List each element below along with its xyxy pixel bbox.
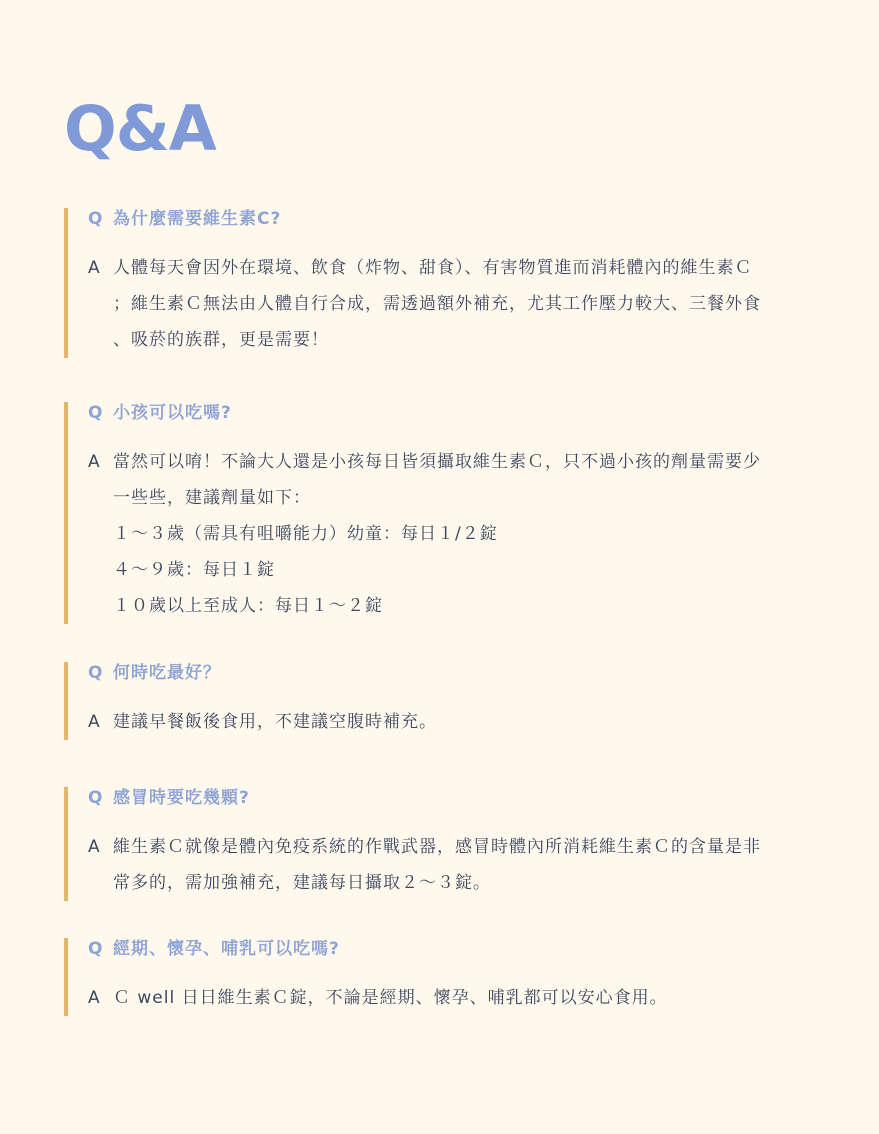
answer-line: １～３歲（需具有咀嚼能力）幼童：每日１/２錠 xyxy=(113,524,498,544)
question-row xyxy=(68,787,808,809)
answer-marker: A xyxy=(88,988,100,1008)
answer-row xyxy=(68,829,808,901)
answer-text xyxy=(113,444,808,624)
question-marker: Q xyxy=(88,663,103,683)
question-marker: Q xyxy=(88,788,103,808)
answer-marker: A xyxy=(88,712,100,732)
question-text: 經期、懷孕、哺乳可以吃嗎? xyxy=(113,939,340,959)
question-text: 感冒時要吃幾顆? xyxy=(113,788,250,808)
answer-row xyxy=(68,704,808,740)
answer-row xyxy=(68,250,808,358)
answer-line: Ｃ well 日日維生素Ｃ錠，不論是經期、懷孕、哺乳都可以安心食用。 xyxy=(113,988,668,1008)
question-row xyxy=(68,662,808,684)
qa-item xyxy=(64,208,808,358)
page-title: Q&A xyxy=(64,92,216,165)
answer-line: 常多的，需加強補充，建議每日攝取２～３錠。 xyxy=(113,873,491,893)
answer-line: ；維生素Ｃ無法由人體自行合成，需透過額外補充，尤其工作壓力較大、三餐外食 xyxy=(113,294,761,314)
question-text: 小孩可以吃嗎? xyxy=(113,403,232,423)
answer-line: 一些些，建議劑量如下： xyxy=(113,488,311,508)
question-row xyxy=(68,938,808,960)
answer-marker: A xyxy=(88,837,100,857)
question-text: 為什麼需要維生素C? xyxy=(113,209,282,229)
answer-text xyxy=(113,980,808,1016)
qa-item xyxy=(64,662,808,740)
answer-line: 當然可以唷！不論大人還是小孩每日皆須攝取維生素Ｃ，只不過小孩的劑量需要少 xyxy=(113,452,761,472)
question-row xyxy=(68,208,808,230)
answer-marker: A xyxy=(88,452,100,472)
answer-text xyxy=(113,704,808,740)
qa-item xyxy=(64,787,808,901)
answer-line: １０歲以上至成人：每日１～２錠 xyxy=(113,596,383,616)
answer-line: 人體每天會因外在環境、飲食（炸物、甜食）、有害物質進而消耗體內的維生素Ｃ xyxy=(113,258,753,278)
question-row xyxy=(68,402,808,424)
question-marker: Q xyxy=(88,403,103,423)
qa-item xyxy=(64,402,808,624)
answer-line: 、吸菸的族群，更是需要！ xyxy=(113,330,329,350)
answer-line: 維生素Ｃ就像是體內免疫系統的作戰武器，感冒時體內所消耗維生素Ｃ的含量是非 xyxy=(113,837,761,857)
question-marker: Q xyxy=(88,209,103,229)
answer-line: 建議早餐飯後食用，不建議空腹時補充。 xyxy=(113,712,437,732)
qa-item xyxy=(64,938,808,1016)
question-text: 何時吃最好？ xyxy=(113,663,221,683)
answer-marker: A xyxy=(88,258,100,278)
answer-line: ４～９歲：每日１錠 xyxy=(113,560,275,580)
answer-text xyxy=(113,250,808,358)
question-marker: Q xyxy=(88,939,103,959)
answer-row xyxy=(68,980,808,1016)
answer-row xyxy=(68,444,808,624)
answer-text xyxy=(113,829,808,901)
